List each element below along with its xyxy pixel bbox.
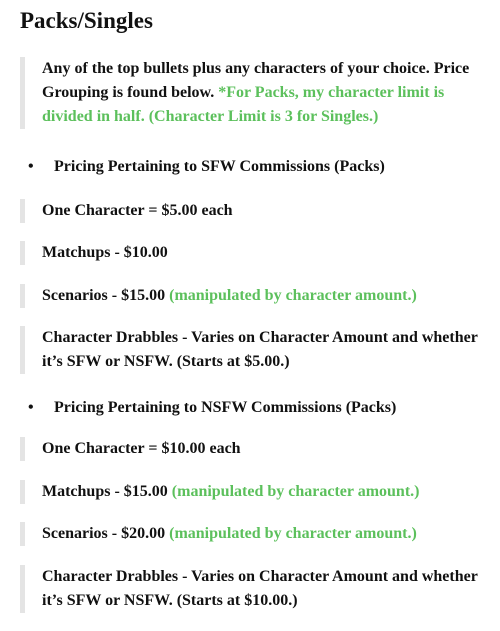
nsfw-item-one-character [20, 437, 482, 461]
item-text: One Character = $5.00 each [42, 202, 233, 219]
sfw-item-matchups [20, 241, 482, 265]
item-text: Character Drabbles - Varies on Character Amount and whether it’s SFW or NSFW. (Starts at $10.00.) [42, 568, 478, 609]
item-text: Character Drabbles - Varies on Character Amount and whether it’s SFW or NSFW. (Starts at $5.00.) [42, 329, 478, 370]
intro-text: Any of the top bullets plus any characters of your choice. Price Grouping is found below. [42, 60, 470, 101]
item-note: (manipulated by character amount.) [169, 287, 417, 304]
nsfw-item-drabbles [20, 565, 482, 613]
page-title: Packs/Singles [20, 8, 153, 33]
nsfw-item-matchups [20, 480, 482, 504]
item-note: (manipulated by character amount.) [171, 483, 420, 500]
item-note: (manipulated by character amount.) [169, 525, 417, 542]
bullet-icon: • [28, 158, 34, 175]
section-title: Pricing Pertaining to SFW Commissions (Packs) [54, 158, 385, 175]
sfw-item-one-character [20, 199, 482, 223]
item-text: Scenarios - $20.00 [42, 525, 170, 542]
nsfw-item-scenarios [20, 522, 482, 546]
section-sfw-heading [28, 155, 385, 179]
sfw-item-drabbles [20, 326, 482, 374]
item-text: Matchups - $10.00 [42, 244, 168, 261]
intro-note: *For Packs, my character limit is divided in half. (Character Limit is 3 for Singles.) [42, 84, 445, 125]
sfw-item-scenarios [20, 284, 482, 308]
intro-quote [20, 57, 482, 129]
section-nsfw-heading [28, 396, 396, 420]
item-text: Matchups - $15.00 [42, 483, 172, 500]
item-text: Scenarios - $15.00 [42, 287, 170, 304]
bullet-icon: • [28, 399, 34, 416]
section-title: Pricing Pertaining to NSFW Commissions (Packs) [54, 399, 397, 416]
item-text: One Character = $10.00 each [42, 440, 241, 457]
